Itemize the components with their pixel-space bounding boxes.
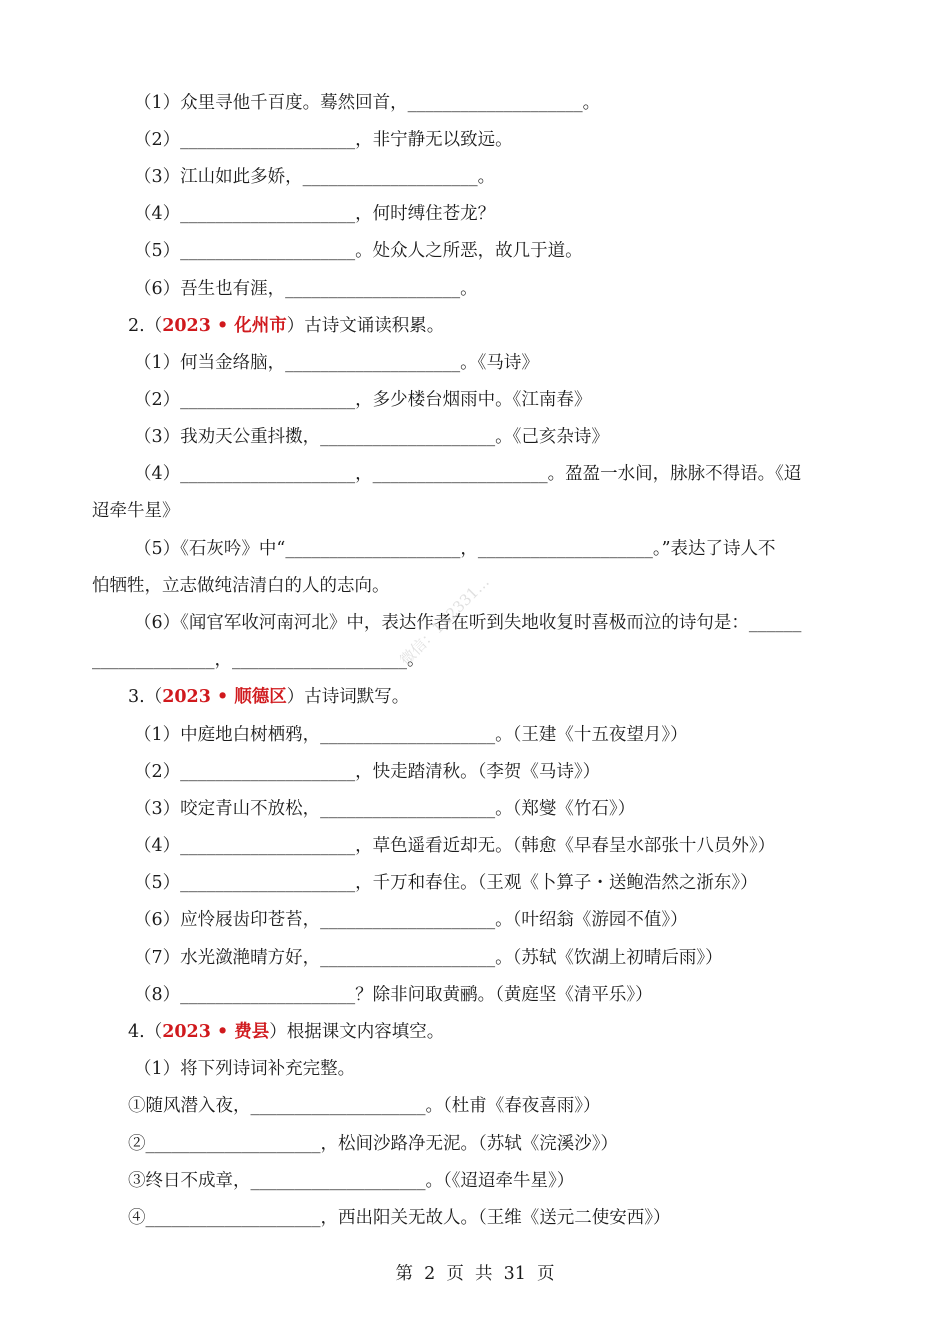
text-line: （7）水光潋滟晴方好，____________________。（苏轼《饮湖上初晴后雨》） bbox=[134, 948, 723, 968]
question-heading bbox=[128, 685, 409, 709]
text-line: （5）《石灰吟》中“____________________，____________________。”表达了诗人不 bbox=[134, 539, 776, 559]
text-line: （8）____________________？除非问取黄鹂。（黄庭坚《清平乐》） bbox=[134, 985, 653, 1005]
text-line: ②____________________，松间沙路净无泥。（苏轼《浣溪沙》） bbox=[128, 1134, 618, 1154]
source-tag: 2023 • 费县 bbox=[162, 1022, 270, 1042]
question-prompt: ）根据课文内容填空。 bbox=[269, 1022, 445, 1042]
question-number: 2.（ bbox=[128, 316, 163, 336]
text-line: （1）众里寻他千百度。蓦然回首，____________________。 bbox=[134, 93, 601, 113]
text-line: （5）____________________，千万和春住。（王观《卜算子・送鲍浩然之浙东》） bbox=[134, 873, 758, 893]
question-prompt: ）古诗词默写。 bbox=[286, 687, 410, 707]
text-line: （5）____________________。处众人之所恶，故几于道。 bbox=[134, 241, 583, 261]
text-line: （1）将下列诗词补充完整。 bbox=[134, 1059, 356, 1079]
text-line: （3）我劝天公重抖擞，____________________。《己亥杂诗》 bbox=[134, 427, 609, 447]
source-tag: 2023 • 顺德区 bbox=[162, 687, 287, 707]
text-line: 怕牺牲，立志做纯洁清白的人的志向。 bbox=[92, 576, 390, 596]
text-line: （4）____________________，____________________。盈盈一水间，脉脉不得语。《迢 bbox=[134, 464, 802, 484]
question-number: 3.（ bbox=[128, 687, 163, 707]
text-line: （6）吾生也有涯，____________________。 bbox=[134, 279, 478, 299]
question-heading bbox=[128, 314, 444, 338]
text-line: ④____________________，西出阳关无故人。（王维《送元二使安西》） bbox=[128, 1208, 671, 1228]
text-line: ______________，____________________。 bbox=[92, 650, 425, 670]
text-line: （1）何当金络脑，____________________。《马诗》 bbox=[134, 353, 539, 373]
text-line: （2）____________________，快走踏清秋。（李贺《马诗》） bbox=[134, 762, 601, 782]
text-line: ③终日不成章，____________________。（《迢迢牵牛星》） bbox=[128, 1171, 575, 1191]
text-line: （2）____________________，非宁静无以致远。 bbox=[134, 130, 513, 150]
text-line: （1）中庭地白树栖鸦，____________________。（王建《十五夜望月》） bbox=[134, 725, 688, 745]
text-line: （4）____________________，何时缚住苍龙？ bbox=[134, 204, 496, 224]
question-number: 4.（ bbox=[128, 1022, 163, 1042]
watermark: 微信：1X2331… bbox=[396, 572, 493, 670]
text-line: （6）《闻官军收河南河北》中，表达作者在听到失地收复时喜极而泣的诗句是：______ bbox=[134, 613, 802, 633]
text-line: （6）应怜屐齿印苍苔，____________________。（叶绍翁《游园不值》） bbox=[134, 910, 688, 930]
question-heading bbox=[128, 1020, 444, 1044]
page-footer: 第 2 页 共 31 页 bbox=[395, 1264, 555, 1284]
text-line: （4）____________________，草色遥看近却无。（韩愈《早春呈水部张十八员外》） bbox=[134, 836, 776, 856]
text-line: ①随风潜入夜，____________________。（杜甫《春夜喜雨》） bbox=[128, 1096, 601, 1116]
question-prompt: ）古诗文诵读积累。 bbox=[286, 316, 445, 336]
text-line: （2）____________________，多少楼台烟雨中。《江南春》 bbox=[134, 390, 592, 410]
text-line: （3）江山如此多娇，____________________。 bbox=[134, 167, 496, 187]
text-line: （3）咬定青山不放松，____________________。（郑燮《竹石》） bbox=[134, 799, 636, 819]
source-tag: 2023 • 化州市 bbox=[162, 316, 287, 336]
text-line: 迢牵牛星》 bbox=[92, 501, 180, 521]
